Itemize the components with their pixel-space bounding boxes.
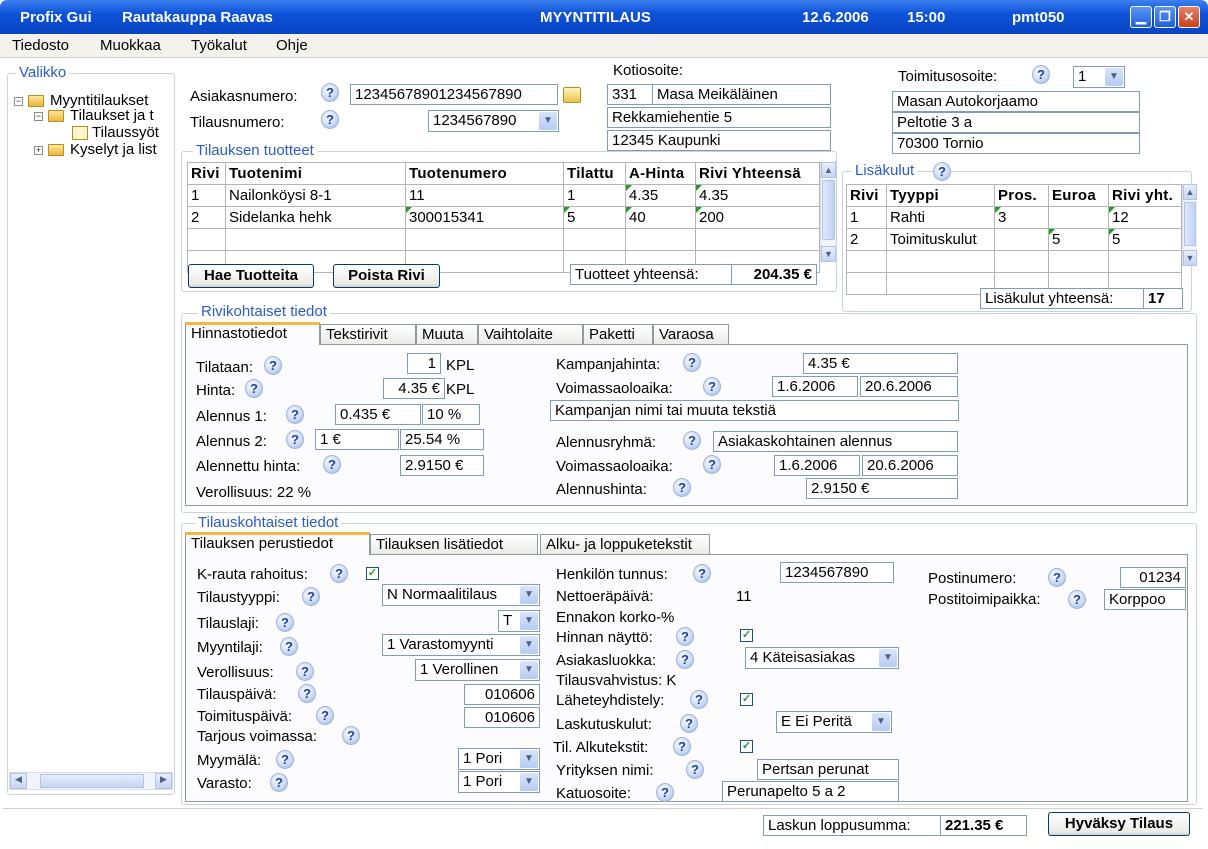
app-name: Profix Gui xyxy=(20,9,92,26)
delete-row-button[interactable]: Poista Rivi xyxy=(333,264,440,288)
tab-text-rows[interactable]: Tekstirivit xyxy=(320,324,416,344)
sidebar-title: Valikko xyxy=(16,64,69,81)
discount1-pct-field[interactable]: 10 % xyxy=(422,404,480,425)
collapse-icon[interactable]: − xyxy=(15,96,22,106)
scroll-down-icon[interactable]: ▼ xyxy=(821,246,836,262)
order-qty-label: Tilataan: xyxy=(196,359,253,376)
net-due-value: 11 xyxy=(736,588,752,605)
table-row[interactable] xyxy=(188,207,820,229)
cell[interactable]: Nailonköysi 8-1 xyxy=(226,185,406,207)
help-icon[interactable]: ? xyxy=(330,564,348,583)
street-address-field[interactable]: Perunapelto 5 a 2 xyxy=(722,781,899,802)
help-icon[interactable]: ? xyxy=(683,353,701,372)
customer-label: Asiakasnumero: xyxy=(190,88,298,105)
table-row[interactable] xyxy=(847,207,1182,229)
tab-basic-info[interactable]: Tilauksen perustiedot xyxy=(185,532,370,555)
help-icon[interactable]: ? xyxy=(676,627,694,646)
company-name-label: Yrityksen nimi: xyxy=(556,762,654,779)
help-icon[interactable]: ? xyxy=(245,379,263,398)
help-icon[interactable]: ? xyxy=(673,737,691,756)
discounted-price-label: Alennettu hinta: xyxy=(196,458,301,475)
customer-number-field[interactable]: 12345678901234567890 xyxy=(350,84,558,105)
tab-package[interactable]: Paketti xyxy=(583,324,653,344)
col-header[interactable]: Pros. xyxy=(995,185,1049,207)
products-title: Tilauksen tuotteet xyxy=(193,142,317,159)
scroll-up-icon[interactable]: ▲ xyxy=(821,162,836,178)
sidebar-hscrollbar[interactable] xyxy=(9,772,173,790)
menu-file[interactable]: Tiedosto xyxy=(12,37,69,54)
home-street-field[interactable]: Rekkamiehentie 5 xyxy=(607,107,831,128)
help-icon[interactable]: ? xyxy=(673,478,691,497)
products-vscrollbar[interactable] xyxy=(820,162,836,262)
table-row[interactable] xyxy=(847,251,1182,273)
chevron-down-icon: ▼ xyxy=(520,750,538,768)
col-header[interactable]: A-Hinta xyxy=(626,163,696,185)
start-texts-checkbox[interactable]: ✓ xyxy=(741,740,752,752)
validity2-label: Voimassaoloaika: xyxy=(556,458,673,475)
help-icon[interactable]: ? xyxy=(270,773,288,792)
dispatch-combine-checkbox[interactable]: ✓ xyxy=(741,693,752,705)
help-icon[interactable]: ? xyxy=(296,662,314,681)
table-header-row xyxy=(188,163,820,185)
sales-kind-label: Myyntilaji: xyxy=(197,639,263,656)
help-icon[interactable]: ? xyxy=(686,760,704,779)
delivery-select-value: 1 xyxy=(1078,68,1087,85)
help-icon[interactable]: ? xyxy=(703,455,721,474)
billing-costs-select[interactable] xyxy=(776,711,892,733)
extras-vscrollbar[interactable] xyxy=(1182,184,1197,266)
col-header[interactable]: Rivi xyxy=(188,163,226,185)
order-confirmation-text: Tilausvahvistus: K xyxy=(556,672,677,689)
customer-class-label: Asiakasluokka: xyxy=(556,652,657,669)
shop-label: Myymälä: xyxy=(197,752,262,769)
cell[interactable]: 200 xyxy=(696,207,820,229)
tree-item-orders[interactable]: Tilaukset ja t xyxy=(70,107,154,124)
tab-price-info[interactable]: Hinnastotiedot xyxy=(185,322,320,345)
postal-code-label: Postinumero: xyxy=(928,570,1017,587)
cell[interactable]: 1 xyxy=(847,207,887,229)
cell[interactable] xyxy=(1049,207,1109,229)
cell[interactable]: 1 xyxy=(564,185,626,207)
folder-icon xyxy=(48,144,64,156)
menu-edit[interactable]: Muokkaa xyxy=(100,37,161,54)
vat-label: Verollisuus: xyxy=(197,664,274,681)
accept-order-button[interactable]: Hyväksy Tilaus xyxy=(1048,812,1190,836)
invoice-total-value: 221.35 € xyxy=(940,815,1027,836)
tab-spare-part[interactable]: Varaosa xyxy=(653,324,729,344)
help-icon[interactable]: ? xyxy=(656,783,674,802)
help-icon[interactable]: ? xyxy=(683,431,701,450)
title-bar xyxy=(0,0,1208,34)
order-date-field[interactable]: 010606 xyxy=(464,684,540,705)
cell[interactable]: 2 xyxy=(188,207,226,229)
offer-valid-label: Tarjous voimassa: xyxy=(197,728,318,745)
order-unit: KPL xyxy=(446,357,475,374)
help-icon[interactable]: ? xyxy=(280,637,298,656)
discount-group-field[interactable]: Asiakaskohtainen alennus xyxy=(713,431,958,452)
scroll-up-icon[interactable]: ▲ xyxy=(1183,184,1197,200)
extras-total-label: Lisäkulut yhteensä: xyxy=(980,288,1144,309)
help-icon[interactable]: ? xyxy=(1068,590,1086,609)
order-date-label: Tilauspäivä: xyxy=(197,686,277,703)
billing-costs-label: Laskutuskulut: xyxy=(556,716,652,733)
footer-divider xyxy=(3,808,1203,809)
sales-kind-select[interactable] xyxy=(382,634,540,656)
delivery-street-field[interactable]: Peltotie 3 a xyxy=(892,112,1140,133)
cell[interactable]: 2 xyxy=(847,229,887,251)
order-type-select[interactable] xyxy=(382,584,540,606)
order-type-value: N Normaalitilaus xyxy=(387,586,498,603)
search-customer-icon[interactable] xyxy=(563,87,581,103)
tab-start-end-texts[interactable]: Alku- ja loppuketekstit xyxy=(540,534,710,554)
order-kind-value: T xyxy=(503,612,513,629)
order-details-tabs xyxy=(185,532,1185,554)
help-icon[interactable]: ? xyxy=(286,405,304,424)
tree-item-sales-orders[interactable]: Myyntitilaukset xyxy=(50,92,149,109)
cell[interactable]: Sidelanka hehk xyxy=(226,207,406,229)
price-label: Hinta: xyxy=(196,382,236,399)
fetch-products-button[interactable]: Hae Tuotteita xyxy=(188,264,314,288)
discount1-label: Alennus 1: xyxy=(196,408,267,425)
col-header[interactable]: Tilattu xyxy=(564,163,626,185)
cell[interactable] xyxy=(995,229,1049,251)
chevron-down-icon: ▼ xyxy=(879,649,897,667)
row-details-tabs xyxy=(185,322,1185,344)
table-row[interactable] xyxy=(188,185,820,207)
col-header[interactable]: Rivi xyxy=(847,185,887,207)
order-type-label: Tilaustyyppi: xyxy=(197,589,280,606)
delivery-address-select[interactable] xyxy=(1073,66,1125,88)
help-icon[interactable]: ? xyxy=(321,110,339,129)
cell[interactable]: 300015341 xyxy=(406,207,564,229)
cell[interactable]: 1 xyxy=(188,185,226,207)
cell[interactable]: 11 xyxy=(406,185,564,207)
cell[interactable]: 4.35 xyxy=(626,185,696,207)
home-city-field[interactable]: 12345 Kaupunki xyxy=(607,130,831,151)
col-header[interactable]: Rivi Yhteensä xyxy=(696,163,820,185)
order-qty-field[interactable]: 1 xyxy=(407,353,441,374)
chevron-down-icon: ▼ xyxy=(539,112,557,130)
price-unit: KPL xyxy=(446,381,475,398)
table-row[interactable] xyxy=(188,229,820,251)
expand-icon[interactable]: + xyxy=(35,145,42,155)
close-icon[interactable]: ✕ xyxy=(1178,6,1200,28)
order-kind-label: Tilauslaji: xyxy=(197,615,259,632)
table-header-row xyxy=(847,185,1182,207)
cell[interactable]: Rahti xyxy=(887,207,995,229)
chevron-down-icon: ▼ xyxy=(520,661,538,679)
advance-interest-label: Ennakon korko-% xyxy=(556,609,675,626)
document-icon xyxy=(72,126,88,140)
warehouse-select[interactable] xyxy=(458,771,540,793)
tree-item-queries[interactable]: Kyselyt ja list xyxy=(70,141,157,158)
extras-total-value: 17 xyxy=(1143,288,1183,309)
help-icon[interactable]: ? xyxy=(1032,65,1050,84)
cell[interactable]: 40 xyxy=(626,207,696,229)
discount-group-label: Alennusryhmä: xyxy=(556,434,657,451)
minimize-icon[interactable]: ▁ xyxy=(1130,6,1152,28)
products-total-label: Tuotteet yhteensä: xyxy=(570,264,732,285)
delivery-city-field[interactable]: 70300 Tornio xyxy=(892,133,1140,154)
krauta-label: K-rauta rahoitus: xyxy=(197,566,308,583)
warehouse-value: 1 Pori xyxy=(463,773,503,790)
validity1-to-field[interactable]: 20.6.2006 xyxy=(860,376,958,397)
menu-help[interactable]: Ohje xyxy=(276,37,308,54)
col-header[interactable]: Rivi yht. xyxy=(1109,185,1182,207)
col-header[interactable]: Tyyppi xyxy=(887,185,995,207)
help-icon[interactable]: ? xyxy=(703,377,721,396)
person-id-label: Henkilön tunnus: xyxy=(556,566,668,583)
help-icon[interactable]: ? xyxy=(323,455,341,474)
cell[interactable]: 3 xyxy=(995,207,1049,229)
order-details-title: Tilauskohtaiset tiedot xyxy=(195,514,341,531)
chevron-down-icon: ▼ xyxy=(520,586,538,604)
discount2-label: Alennus 2: xyxy=(196,433,267,450)
order-kind-select[interactable] xyxy=(498,610,540,632)
order-number-value: 1234567890 xyxy=(433,112,517,129)
campaign-price-label: Kampanjahinta: xyxy=(556,356,661,373)
cell[interactable]: Toimituskulut xyxy=(887,229,995,251)
discount-price-field[interactable]: 2.9150 € xyxy=(806,478,958,499)
tab-other[interactable]: Muuta xyxy=(416,324,478,344)
sidebar xyxy=(7,73,175,795)
store-name: Rautakauppa Raavas xyxy=(122,9,273,26)
post-office-field[interactable]: Korppoo xyxy=(1104,589,1186,610)
chevron-down-icon: ▼ xyxy=(1105,68,1123,86)
delivery-name-field[interactable]: Masan Autokorjaamo xyxy=(892,91,1140,112)
show-price-checkbox[interactable]: ✓ xyxy=(741,629,752,641)
date: 12.6.2006 xyxy=(802,9,869,26)
products-table xyxy=(187,162,820,273)
street-address-label: Katuosoite: xyxy=(556,785,632,802)
help-icon[interactable]: ? xyxy=(342,726,360,745)
help-icon[interactable]: ? xyxy=(680,714,698,733)
discount-price-label: Alennushinta: xyxy=(556,481,647,498)
collapse-icon[interactable]: − xyxy=(35,111,42,121)
chevron-down-icon: ▼ xyxy=(520,773,538,791)
help-icon[interactable]: ? xyxy=(1048,568,1066,587)
products-total-value: 204.35 € xyxy=(731,264,817,285)
row-details-title: Rivikohtaiset tiedot xyxy=(198,303,330,320)
col-header[interactable]: Euroa xyxy=(1049,185,1109,207)
tab-exchange-device[interactable]: Vaihtolaite xyxy=(478,324,583,344)
chevron-down-icon: ▼ xyxy=(872,713,890,731)
help-icon[interactable]: ? xyxy=(276,613,294,632)
help-icon[interactable]: ? xyxy=(302,587,320,606)
help-icon[interactable]: ? xyxy=(264,356,282,375)
discount2-eur-field[interactable]: 1 € xyxy=(315,429,399,450)
cell[interactable]: 12 xyxy=(1109,207,1182,229)
help-icon[interactable]: ? xyxy=(933,162,951,181)
dispatch-combine-label: Läheteyhdistely: xyxy=(556,692,665,709)
validity1-from-field[interactable]: 1.6.2006 xyxy=(772,376,858,397)
discount1-eur-field[interactable]: 0.435 € xyxy=(335,404,421,425)
menu-bar xyxy=(0,34,1208,58)
scroll-thumb[interactable] xyxy=(822,180,835,240)
time: 15:00 xyxy=(907,9,946,26)
post-office-label: Postitoimipaikka: xyxy=(928,591,1041,608)
order-number-select[interactable] xyxy=(428,110,559,132)
home-name-field[interactable]: Masa Meikäläinen xyxy=(652,84,831,105)
delivery-date-field[interactable]: 010606 xyxy=(464,707,540,728)
company-name-field[interactable]: Pertsan perunat xyxy=(757,759,899,780)
scroll-down-icon[interactable]: ▼ xyxy=(1183,250,1197,266)
cell[interactable]: 5 xyxy=(1109,229,1182,251)
shop-select[interactable] xyxy=(458,748,540,770)
col-header[interactable]: Tuotenumero xyxy=(406,163,564,185)
discounted-price-field[interactable]: 2.9150 € xyxy=(400,455,484,476)
invoice-total-label: Laskun loppusumma: xyxy=(763,815,941,836)
scroll-thumb[interactable] xyxy=(1184,202,1196,246)
cell[interactable]: 5 xyxy=(564,207,626,229)
campaign-price-field[interactable]: 4.35 € xyxy=(803,353,958,374)
postal-code-field[interactable]: 01234 xyxy=(1120,567,1186,588)
cell[interactable]: 5 xyxy=(1049,229,1109,251)
start-texts-label: Til. Alkutekstit: xyxy=(553,739,649,756)
scroll-thumb[interactable] xyxy=(40,774,144,788)
show-price-label: Hinnan näyttö: xyxy=(556,629,653,646)
help-icon[interactable]: ? xyxy=(298,684,316,703)
price-field[interactable]: 4.35 € xyxy=(383,378,445,399)
vat-text: Verollisuus: 22 % xyxy=(196,484,312,501)
person-id-field[interactable]: 1234567890 xyxy=(780,562,894,583)
vat-value: 1 Verollinen xyxy=(420,661,499,678)
tab-additional-info[interactable]: Tilauksen lisätiedot xyxy=(370,534,538,554)
home-number-field[interactable]: 331 xyxy=(607,84,653,105)
extras-title: Lisäkulut xyxy=(852,162,917,179)
validity2-to-field[interactable]: 20.6.2006 xyxy=(862,455,958,476)
folder-icon xyxy=(28,95,44,107)
help-icon[interactable]: ? xyxy=(693,564,711,583)
customer-class-value: 4 Käteisasiakas xyxy=(750,649,856,666)
help-icon[interactable]: ? xyxy=(690,690,708,709)
validity2-from-field[interactable]: 1.6.2006 xyxy=(774,455,860,476)
help-icon[interactable]: ? xyxy=(676,650,694,669)
vat-select[interactable] xyxy=(415,659,540,681)
order-number-label: Tilausnumero: xyxy=(190,114,285,131)
help-icon[interactable]: ? xyxy=(286,430,304,449)
folder-icon xyxy=(48,110,64,122)
screen-title: MYYNTITILAUS xyxy=(540,9,651,26)
table-row[interactable] xyxy=(847,229,1182,251)
chevron-down-icon: ▼ xyxy=(520,636,538,654)
chevron-down-icon: ▼ xyxy=(520,612,538,630)
shop-value: 1 Pori xyxy=(463,750,503,767)
restore-icon[interactable]: ❐ xyxy=(1154,6,1176,28)
extras-table xyxy=(846,184,1182,295)
scroll-left-icon[interactable]: ◀ xyxy=(10,773,27,789)
user: pmt050 xyxy=(1012,9,1065,26)
validity1-label: Voimassaoloaika: xyxy=(556,380,673,397)
col-header[interactable]: Tuotenimi xyxy=(226,163,406,185)
help-icon[interactable]: ? xyxy=(276,750,294,769)
customer-class-select[interactable] xyxy=(745,647,899,669)
warehouse-label: Varasto: xyxy=(197,775,252,792)
discount2-pct-field[interactable]: 25.54 % xyxy=(400,429,484,450)
sales-kind-value: 1 Varastomyynti xyxy=(387,636,494,653)
billing-costs-value: E Ei Peritä xyxy=(781,713,852,730)
krauta-checkbox[interactable]: ✓ xyxy=(367,567,378,579)
menu-tools[interactable]: Työkalut xyxy=(191,37,247,54)
net-due-label: Nettoeräpäivä: xyxy=(556,588,654,605)
campaign-text-field[interactable]: Kampanjan nimi tai muuta tekstiä xyxy=(550,400,959,421)
delivery-address-label: Toimitusosoite: xyxy=(898,68,998,85)
help-icon[interactable]: ? xyxy=(321,83,339,102)
delivery-date-label: Toimituspäivä: xyxy=(197,708,293,725)
cell[interactable]: 4.35 xyxy=(696,185,820,207)
scroll-right-icon[interactable]: ▶ xyxy=(155,773,172,789)
home-address-label: Kotiosoite: xyxy=(613,62,684,79)
tree-item-order-entry[interactable]: Tilaussyöt xyxy=(92,124,159,141)
help-icon[interactable]: ? xyxy=(316,706,334,725)
